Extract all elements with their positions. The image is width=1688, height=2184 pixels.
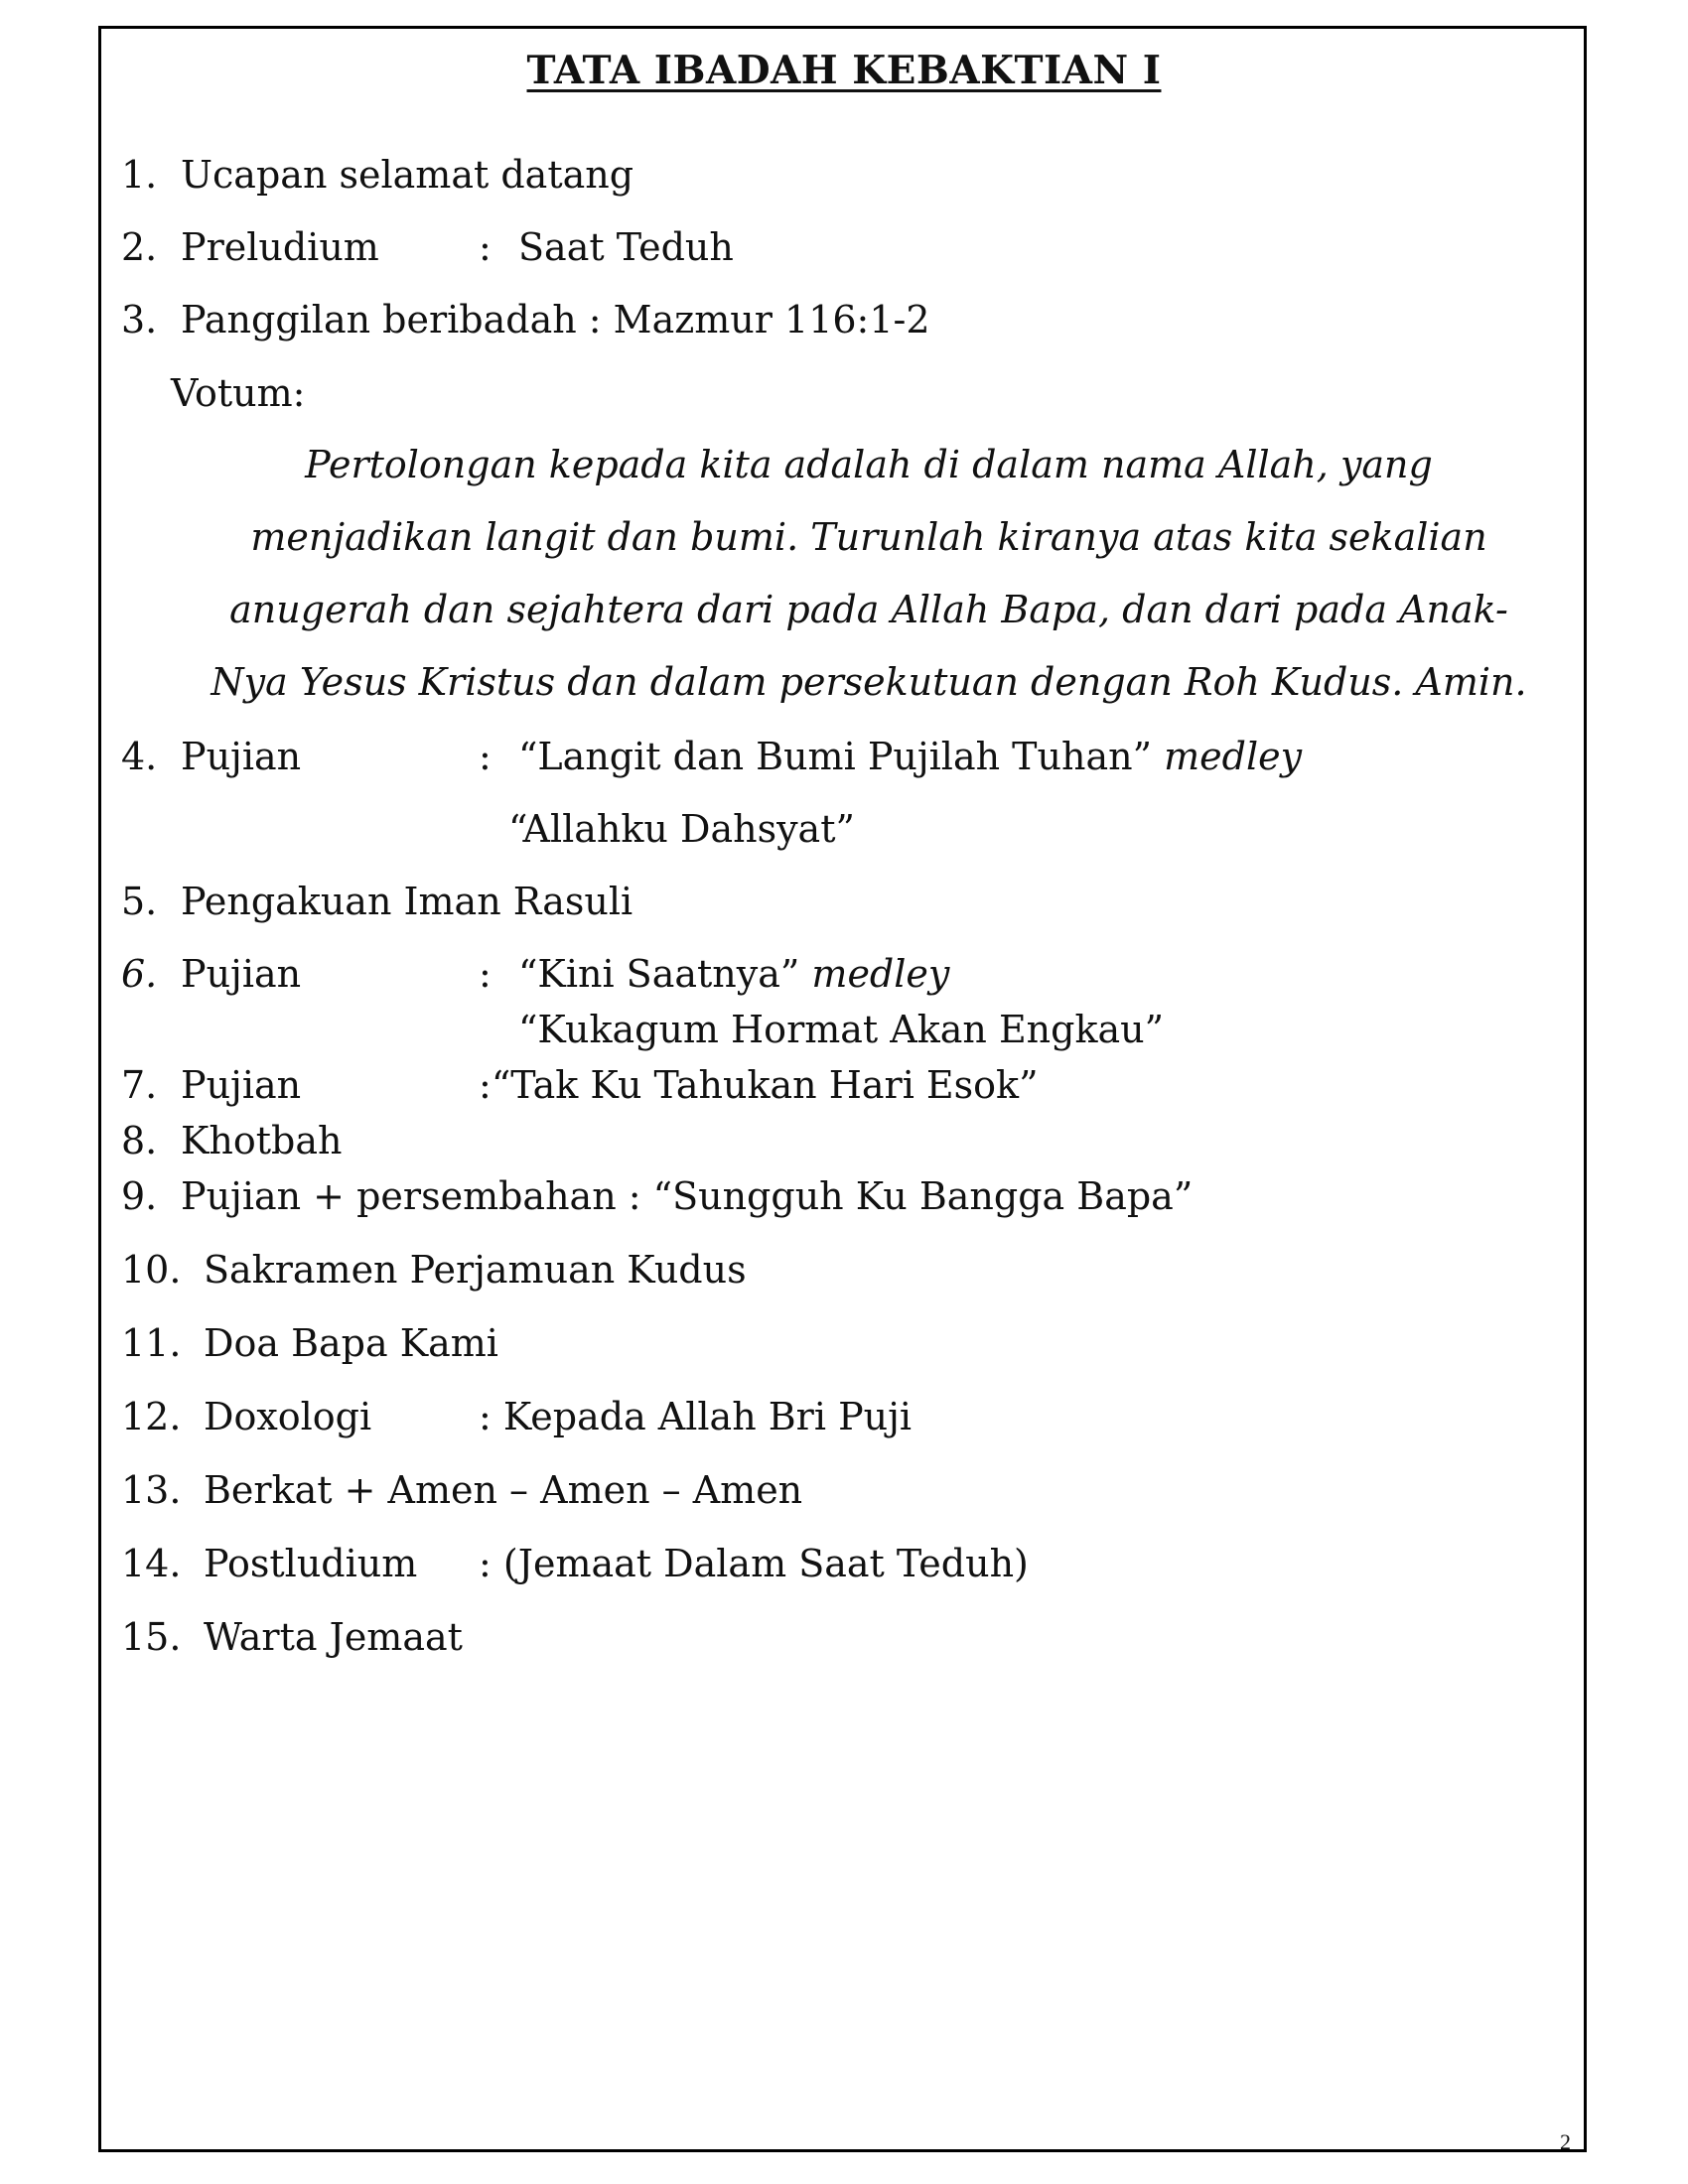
item-label: Berkat + Amen – Amen – Amen: [204, 1468, 803, 1512]
list-item: [121, 735, 1303, 778]
item-label: Pujian: [181, 952, 302, 996]
item-value: (Jemaat Dalam Saat Teduh): [502, 1542, 1029, 1585]
item-number: 7.: [121, 1063, 158, 1107]
item-label: Sakramen Perjamuan Kudus: [204, 1248, 747, 1292]
votum-line: Pertolongan kepada kita adalah di dalam nama Allah, yang: [305, 443, 1433, 486]
list-item: [121, 952, 950, 996]
item-separator: :: [479, 1395, 492, 1438]
list-item: [121, 1468, 803, 1512]
item-number: 3.: [121, 298, 158, 341]
list-item: [121, 1174, 1194, 1218]
votum-line: Nya Yesus Kristus dan dalam persekutuan dengan Roh Kudus. Amin.: [211, 660, 1527, 704]
item-number: 14.: [121, 1542, 182, 1585]
votum-line: menjadikan langit dan bumi. Turunlah kiranya atas kita sekalian: [250, 515, 1487, 559]
item-value: Saat Teduh: [518, 225, 734, 269]
item-label: Pujian: [181, 735, 302, 778]
item-separator: :: [479, 1542, 492, 1585]
item-label: Khotbah: [181, 1119, 343, 1162]
item-value-continuation: “Allahku Dahsyat”: [508, 807, 855, 851]
item-number: 2.: [121, 225, 158, 269]
item-label: Ucapan selamat datang: [181, 153, 634, 197]
list-item: [121, 1615, 463, 1659]
list-item: [121, 880, 633, 923]
list-item: [121, 1248, 747, 1292]
page-number: 2: [1560, 2129, 1571, 2154]
item-number: 4.: [121, 735, 158, 778]
item-number: 6.: [121, 952, 158, 996]
votum-text: [169, 429, 1569, 719]
votum-line: anugerah dan sejahtera dari pada Allah Bapa, dan dari pada Anak-: [229, 588, 1508, 631]
item-separator: :: [479, 225, 492, 269]
item-number: 12.: [121, 1395, 182, 1438]
votum-label: Votum:: [171, 371, 306, 415]
item-value: “Langit dan Bumi Pujilah Tuhan”: [518, 735, 1153, 778]
item-number: 1.: [121, 153, 158, 197]
item-separator: :: [479, 1063, 492, 1107]
item-value: Kepada Allah Bri Puji: [502, 1395, 913, 1438]
item-number: 8.: [121, 1119, 158, 1162]
item-label: Warta Jemaat: [204, 1615, 463, 1659]
item-label: Pujian: [181, 1063, 302, 1107]
item-note: medley: [811, 952, 950, 996]
item-number: 5.: [121, 880, 158, 923]
list-item: [121, 1321, 498, 1365]
item-number: 9.: [121, 1174, 158, 1218]
item-label: Doa Bapa Kami: [204, 1321, 498, 1365]
item-label: Preludium: [181, 225, 379, 269]
item-value-continuation: “Kukagum Hormat Akan Engkau”: [518, 1008, 1165, 1051]
list-item: [121, 153, 634, 197]
item-label: Doxologi: [204, 1395, 372, 1438]
item-number: 15.: [121, 1615, 182, 1659]
item-value: “Kini Saatnya”: [518, 952, 800, 996]
item-label: Pengakuan Iman Rasuli: [181, 880, 633, 923]
list-item: [121, 1063, 1039, 1107]
list-item: [121, 1542, 1029, 1585]
item-value: “Tak Ku Tahukan Hari Esok”: [491, 1063, 1039, 1107]
page-title: TATA IBADAH KEBAKTIAN I: [526, 48, 1162, 93]
item-label: Pujian + persembahan : “Sungguh Ku Bangga Bapa”: [181, 1174, 1194, 1218]
item-number: 10.: [121, 1248, 182, 1292]
item-number: 13.: [121, 1468, 182, 1512]
item-label: Postludium: [204, 1542, 418, 1585]
item-separator: :: [479, 952, 492, 996]
item-label: Panggilan beribadah : Mazmur 116:1-2: [181, 298, 930, 341]
item-number: 11.: [121, 1321, 182, 1365]
list-item: [121, 1119, 343, 1162]
list-item: [121, 298, 930, 341]
list-item: [121, 225, 734, 269]
item-note: medley: [1164, 735, 1303, 778]
list-item: [121, 1395, 913, 1438]
item-separator: :: [479, 735, 492, 778]
